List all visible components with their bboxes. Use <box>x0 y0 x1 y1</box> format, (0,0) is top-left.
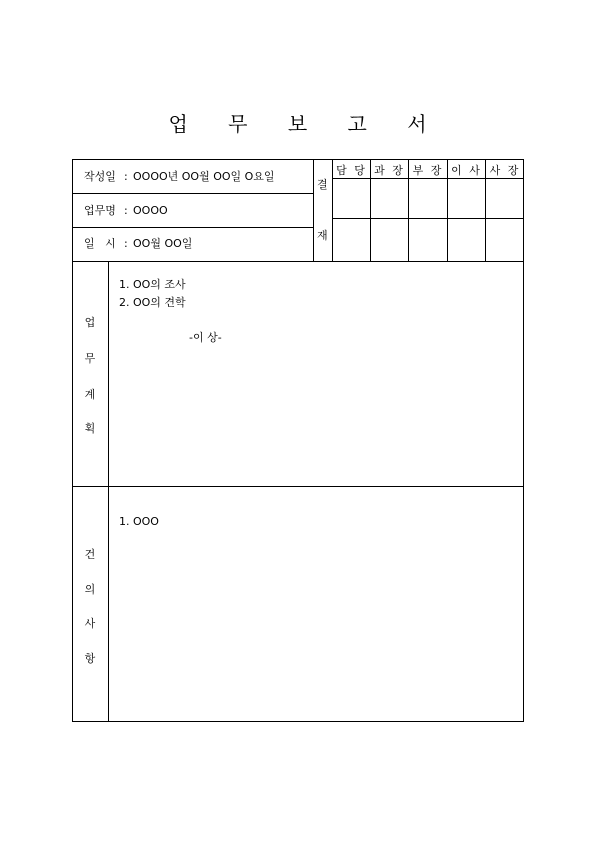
time-value: OO월 OO일 <box>133 237 193 250</box>
plan-label-char: 무 <box>84 352 96 365</box>
approval-label-bottom: 재 <box>317 229 328 242</box>
suggestion-label-char: 의 <box>84 583 96 596</box>
document-title: 업 무 보 고 서 <box>168 112 444 136</box>
plan-label-char: 계 <box>84 388 96 401</box>
task-label: 업무명 <box>84 204 116 217</box>
task-colon: : <box>124 204 128 217</box>
plan-item: 1. OO의 조사 <box>119 278 186 291</box>
date-label: 작성일 <box>84 170 116 183</box>
approval-left-line <box>313 159 314 261</box>
plan-label-char: 획 <box>84 422 96 435</box>
info-divider-2 <box>72 227 313 228</box>
suggestion-label-char: 건 <box>84 548 96 561</box>
role-header-director: 이 사 <box>451 164 482 177</box>
role-header-president: 사 장 <box>489 164 521 177</box>
plan-label-char: 업 <box>84 316 96 329</box>
suggestion-label-char: 사 <box>84 617 96 630</box>
time-label: 일 시 <box>84 237 116 250</box>
date-value: OOOO년 OO월 OO일 O요일 <box>133 170 275 183</box>
suggestion-label-char: 항 <box>84 652 96 665</box>
approval-row-line <box>332 178 524 179</box>
task-value: OOOO <box>133 204 168 217</box>
role-header-manager: 담 당 <box>336 164 367 177</box>
suggestion-item: 1. OOO <box>119 515 159 528</box>
info-divider-1 <box>72 193 313 194</box>
label-column-line <box>108 261 109 722</box>
approval-row-line <box>332 218 524 219</box>
section-divider <box>72 486 524 487</box>
approval-label-top: 결 <box>317 178 328 191</box>
plan-item: 2. OO의 견학 <box>119 296 186 309</box>
role-header-section-chief: 과 장 <box>374 164 405 177</box>
role-header-dept-head: 부 장 <box>412 164 444 177</box>
header-bottom-line <box>72 261 524 262</box>
time-colon: : <box>124 237 128 250</box>
date-colon: : <box>124 170 128 183</box>
plan-end-mark: -이 상- <box>189 331 222 344</box>
